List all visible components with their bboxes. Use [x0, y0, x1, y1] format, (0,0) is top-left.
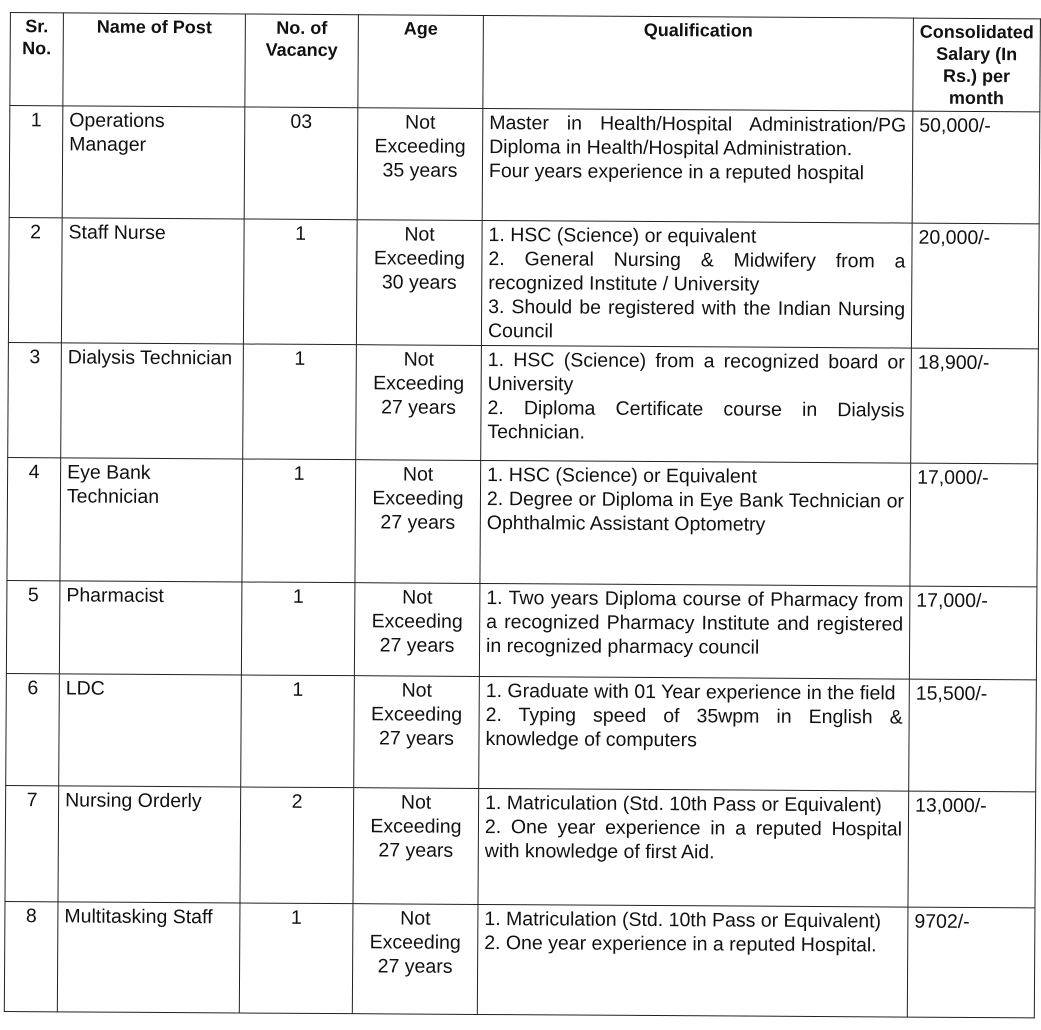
cell-name-of-post: Multitasking Staff	[57, 902, 240, 1013]
cell-sr-no: 3	[8, 343, 62, 458]
cell-no-of-vacancy: 1	[243, 219, 357, 345]
cell-name-of-post: LDC	[59, 674, 242, 787]
cell-qualification	[477, 904, 908, 1017]
cell-no-of-vacancy: 1	[239, 903, 353, 1014]
cell-salary: 17,000/-	[910, 463, 1038, 587]
cell-age: Not Exceeding 27 years	[353, 788, 479, 905]
cell-sr-no: 1	[9, 106, 63, 218]
cell-age: Not Exceeding 27 years	[355, 460, 481, 584]
cell-qualification	[478, 788, 909, 907]
cell-qualification	[479, 583, 910, 679]
qualification-line: 2. One year experience in a reputed Hospital with knowledge of first Aid.	[484, 815, 903, 864]
cell-name-of-post: Staff Nurse	[61, 218, 244, 344]
qualification-line: 3. Should be registered with the Indian Nursing Council	[487, 295, 906, 343]
cell-no-of-vacancy: 03	[244, 107, 358, 220]
table-row	[7, 458, 1038, 587]
cell-salary: 18,900/-	[911, 348, 1039, 464]
table-row	[5, 786, 1036, 908]
cell-age: Not Exceeding 27 years	[354, 583, 480, 677]
header-name-of-post: Name of Post	[63, 13, 246, 107]
header-sr-no: Sr. No.	[10, 13, 64, 106]
table-header-row	[10, 13, 1041, 112]
qualification-line: 2. General Nursing & Midwifery from a recognized Institute / University	[488, 247, 906, 296]
cell-name-of-post: Eye Bank Technician	[60, 458, 243, 582]
cell-salary: 20,000/-	[911, 223, 1039, 349]
qualification-line: 1. Graduate with 01 Year experience in the field	[485, 679, 896, 705]
cell-salary: 50,000/-	[912, 111, 1040, 224]
cell-sr-no: 7	[5, 786, 59, 902]
cell-salary: 9702/-	[907, 907, 1035, 1018]
cell-salary: 15,500/-	[909, 679, 1037, 792]
cell-age: Not Exceeding 35 years	[357, 108, 483, 221]
cell-salary: 17,000/-	[909, 586, 1037, 680]
qualification-line: 2. Diploma Certificate course in Dialysis Technician.	[487, 396, 905, 444]
qualification-line: 1. Matriculation (Std. 10th Pass or Equivalent)	[484, 907, 882, 933]
qualification-line: 2. Typing speed of 35wpm in English & knowledge of computers	[485, 703, 903, 752]
header-no-of-vacancy: No. of Vacancy	[245, 14, 359, 108]
cell-qualification	[480, 460, 911, 586]
cell-salary: 13,000/-	[908, 791, 1036, 908]
cell-age: Not Exceeding 30 years	[356, 220, 482, 346]
header-age: Age	[358, 15, 484, 109]
table-row	[4, 902, 1035, 1018]
cell-sr-no: 6	[6, 674, 60, 786]
cell-sr-no: 2	[8, 218, 62, 343]
table-row	[6, 674, 1037, 792]
header-qualification: Qualification	[483, 15, 914, 111]
qualification-line: Four years experience in a reputed hospital	[488, 159, 865, 185]
qualification-line: 1. Matriculation (Std. 10th Pass or Equivalent)	[485, 791, 882, 817]
cell-sr-no: 4	[7, 458, 61, 581]
qualification-line: 1. Two years Diploma course of Pharmacy from a recognized Pharmacy Institute and registered in recognized pharmacy council	[485, 586, 904, 659]
cell-no-of-vacancy: 1	[241, 675, 355, 788]
cell-sr-no: 5	[6, 581, 60, 674]
header-salary: Consolidated Salary (In Rs.) per month	[913, 18, 1041, 112]
cell-no-of-vacancy: 1	[243, 344, 357, 460]
qualification-line: Master in Health/Hospital Administration/PG Diploma in Health/Hospital Administration.	[489, 111, 907, 161]
cell-no-of-vacancy: 1	[242, 459, 356, 583]
qualification-line: 1. HSC (Science) or equivalent	[488, 223, 757, 248]
cell-name-of-post: Nursing Orderly	[58, 786, 241, 903]
cell-no-of-vacancy: 2	[240, 787, 354, 904]
cell-qualification	[479, 676, 910, 791]
qualification-line: 2. Degree or Diploma in Eye Bank Technician or Ophthalmic Assistant Optometry	[486, 487, 905, 536]
table-row	[9, 106, 1040, 224]
cell-age: Not Exceeding 27 years	[356, 345, 482, 461]
qualification-line: 1. HSC (Science) from a recognized board or University	[487, 348, 905, 396]
table-row	[8, 343, 1039, 464]
cell-qualification	[481, 220, 912, 348]
cell-name-of-post: Dialysis Technician	[61, 343, 244, 459]
cell-no-of-vacancy: 1	[241, 582, 355, 676]
cell-qualification	[481, 345, 912, 463]
cell-name-of-post: Pharmacist	[59, 581, 242, 675]
cell-age: Not Exceeding 27 years	[352, 904, 478, 1015]
table-row	[8, 218, 1039, 349]
cell-qualification	[482, 108, 913, 223]
cell-age: Not Exceeding 27 years	[354, 676, 480, 789]
qualification-line: 1. HSC (Science) or Equivalent	[487, 463, 758, 488]
cell-name-of-post: Operations Manager	[62, 106, 245, 219]
qualification-line: 2. One year experience in a reputed Hospital.	[484, 931, 877, 957]
cell-sr-no: 8	[4, 902, 58, 1012]
table-row	[6, 581, 1037, 680]
vacancy-table	[4, 12, 1041, 1018]
